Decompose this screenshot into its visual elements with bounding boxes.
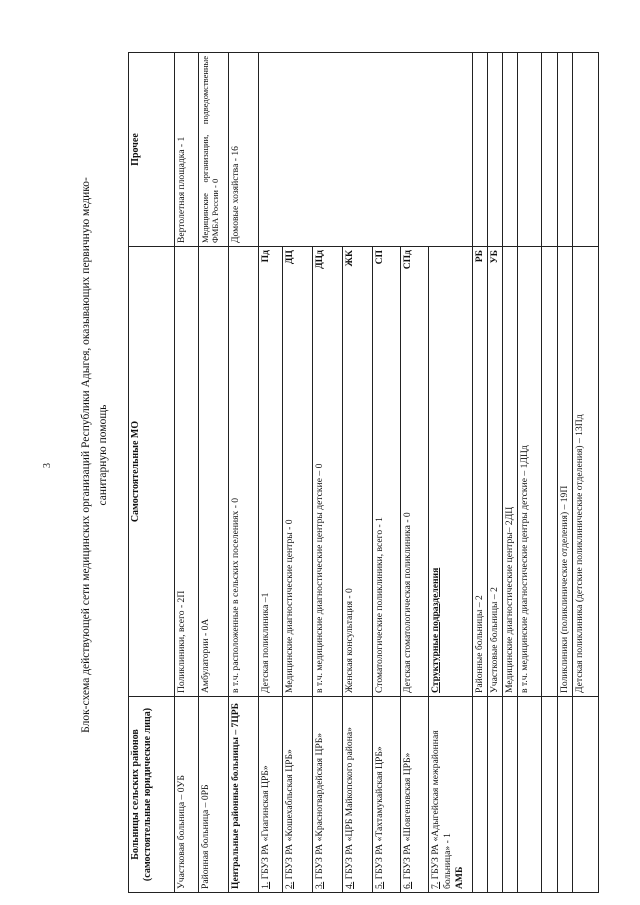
title-line-1: Блок-схема действующей сети медицинских организаций Республики Адыгея, оказывающих первичную медико- [80,177,92,733]
cell-empty [518,697,542,893]
cell-children-dental [401,247,429,697]
cell-empty [503,697,518,893]
cell-structural: Медицинские диагностические центры– 2ДЦ [503,247,518,697]
table-row [229,53,259,893]
cell-empty [573,53,599,247]
cell-empty [558,697,573,893]
cell-empty [558,53,573,247]
table-row [259,53,283,893]
cell-structural-header [429,247,473,697]
hospital-number: 4. [344,881,355,889]
document-title [78,65,112,845]
cell-households: Домовые хозяйства - 16 [229,53,259,247]
item-code: ЖК [344,250,355,267]
item-code: ДЦд [314,250,325,269]
hospital-number: 3. [314,881,325,889]
cell-children-polyclinic [259,247,283,697]
table-row [473,53,488,893]
item-text: Районные больницы – 2 [474,595,485,693]
cell-empty [542,53,558,247]
item-text: Участковые больницы – 2 [489,587,500,693]
hospital-name: ГБУЗ РА «Шовгеновская ЦРБ» [402,752,413,880]
cell-fmba: Медицинские организации, подведомственные ФМБА России - 0 [199,53,229,247]
cell-structural [488,247,503,697]
hospital-number: 2. [284,881,295,889]
hospital-name: ГБУЗ РА «Кошехабльская ЦРБ» [284,749,295,880]
hospital-name: ГБУЗ РА «ЦРБ Майкопского района» [344,727,355,880]
item-text: Женская консультация - 0 [344,588,355,693]
cell-central-hospitals: Центральные районные больницы – 7ЦРБ [229,697,259,893]
cell-empty [488,697,503,893]
header-col-independent-mo: Самостоятельные МО [129,247,175,697]
hospital-name: ГБУЗ РА «Адыгейская межрайонная больница» - 1 [430,730,453,889]
cell-other-empty [259,53,473,247]
hospital-number: 6. [402,881,413,889]
cell-structural: в т.ч. медицинские диагностические центры детские – 1ДЦд [518,247,542,697]
cell-hospital-6 [401,697,429,893]
cell-children-diagnostic-centers [313,247,343,697]
cell-empty [473,697,488,893]
cell-hospital-1 [259,697,283,893]
item-code: СП [374,250,385,265]
cell-empty [503,53,518,247]
cell-structural [542,247,558,697]
cell-hospital-7 [429,697,473,893]
cell-hospital-2 [283,697,313,893]
cell-regional-hospital: Районная больница – 0РБ [199,697,229,893]
table-row [488,53,503,893]
item-text: Детская поликлиника –1 [260,592,271,693]
item-text: Медицинские диагностические центры - 0 [284,519,295,693]
cell-empty [573,697,599,893]
hospital-name: ГБУЗ РА «Тахтамукайская ЦРБ» [374,746,385,880]
table-row [175,53,199,893]
cell-district-hospital: Участковая больница – 0УБ [175,697,199,893]
cell-empty [518,53,542,247]
hospital-code: АМБ [454,866,465,889]
mo-network-table [128,52,599,893]
structural-header-text: Структурные подразделения [430,567,441,693]
item-code: РБ [474,250,485,263]
table-row [503,53,518,893]
hospital-name: ГБУЗ РА «Красногвардейская ЦРБ» [314,732,325,880]
item-code: СПд [402,250,413,270]
cell-rural-settlements: в т.ч. расположенные в сельских поселениях - 0 [229,247,259,697]
table-row [518,53,542,893]
cell-hospital-5 [373,697,401,893]
item-text: Стоматологические поликлиники, всего - 1 [374,517,385,693]
cell-structural [473,247,488,697]
page-number: 3 [42,463,53,468]
hospital-number: 7. [430,881,441,889]
cell-empty [488,53,503,247]
title-line-2: санитарную помощь [97,404,109,506]
cell-helipad: Вертолетная площадка - 1 [175,53,199,247]
header-col-other: Прочее [129,53,175,247]
cell-ambulatories: Амбулатории - 0А [199,247,229,697]
item-code: Пд [260,250,271,263]
cell-diagnostic-centers [283,247,313,697]
item-code: УБ [489,250,500,264]
hospital-name: ГБУЗ РА «Гиагинская ЦРБ» [260,765,271,880]
cell-empty [473,53,488,247]
item-text: Детская стоматологическая поликлиника - 0 [402,512,413,693]
item-text: в т.ч. медицинские диагностические центры детские – 0 [314,463,325,693]
cell-hospital-4 [343,697,373,893]
cell-dental-polyclinics [373,247,401,697]
cell-hospital-3 [313,697,343,893]
cell-polyclinics-total: Поликлиники, всего - 2П [175,247,199,697]
hospital-number: 5. [374,881,385,889]
item-code: ДЦ [284,250,295,265]
table-row [199,53,229,893]
cell-structural: Детская поликлиника (детские поликлинические отделения) – 13Пд [573,247,599,697]
header-row [129,53,175,893]
cell-womens-consultation [343,247,373,697]
table-row [558,53,573,893]
cell-empty [542,697,558,893]
header-col-rural-hospitals: Больницы сельских районов (самостоятельные юридические лица) [129,697,175,893]
cell-structural: Поликлиники (поликлинические отделения) – 19П [558,247,573,697]
table-row [542,53,558,893]
hospital-number: 1. [260,881,271,889]
table-row [573,53,599,893]
